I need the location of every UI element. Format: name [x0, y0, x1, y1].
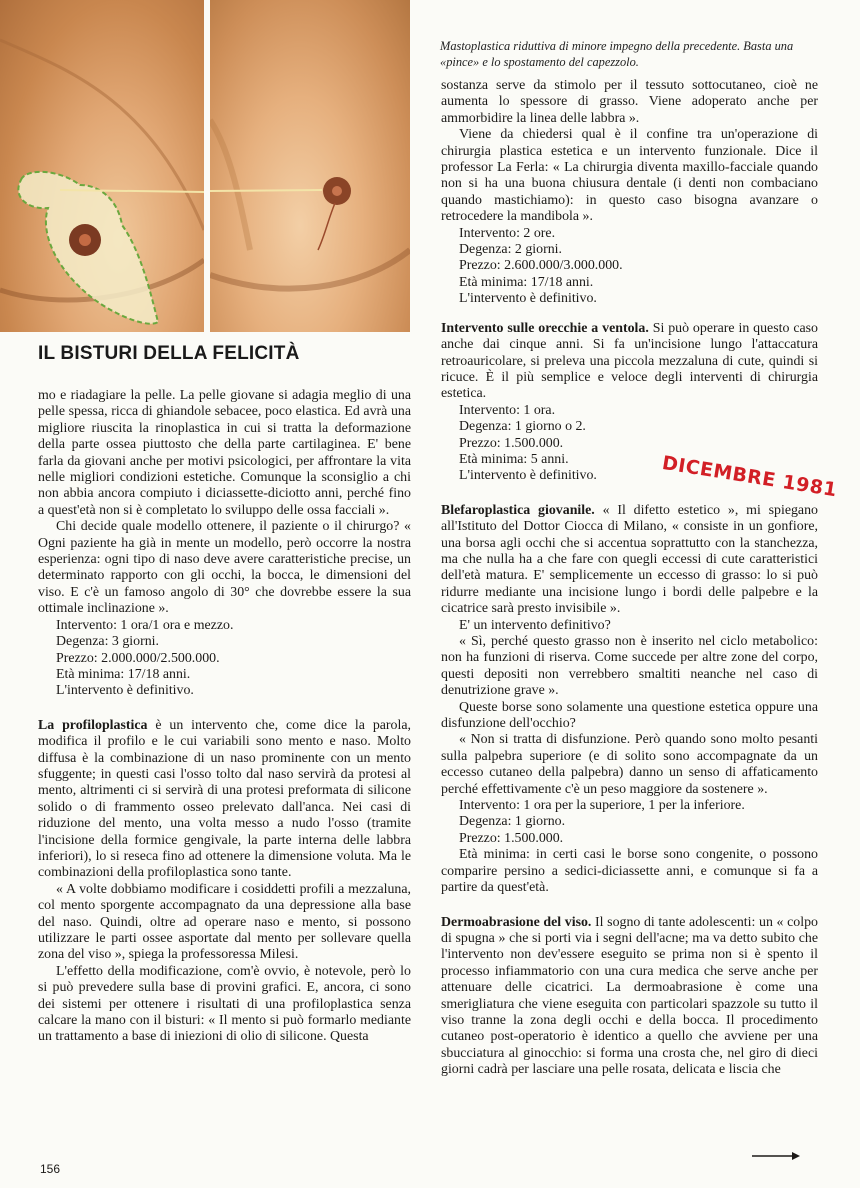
- stat-line: L'intervento è definitivo.: [459, 291, 597, 307]
- breast-diagram-before: [0, 0, 204, 332]
- paragraph: « A volte dobbiamo modificare i cosiddetti profili a mezzaluna, col mento sporgente accompagnato da una depressione alla base del naso. Quindi, oltre ad operare naso e mento, si possono utilizzare le parti ossee asportate dal mento per sollevare quella zona del viso », spiega la professoressa Milesi.: [38, 881, 411, 963]
- page-number: 156: [40, 1162, 61, 1176]
- paragraph: sostanza serve da stimolo per il tessuto sottocutaneo, cioè ne aumenta lo spessore di grasso. Viene adoperato anche per ammorbidire la linea delle labbra ».: [441, 78, 818, 126]
- stat-line: Prezzo: 2.600.000/3.000.000.: [459, 258, 623, 274]
- stat-line: L'intervento è definitivo.: [56, 683, 194, 699]
- before-surgery-photo: [0, 0, 204, 332]
- stat-line: Degenza: 1 giorno o 2.: [459, 419, 586, 435]
- paragraph: Viene da chiedersi qual è il confine tra un'operazione di chirurgia plastica estetica e un intervento funzionale. Dice il professor La Ferla: « La chirurgia diventa maxillo-facciale quando non si ha una buona chiusura dentale (i denti non combaciano quando mastichiamo): in questo caso bisogna avanzare o retrocedere la mandibola ».: [441, 127, 818, 225]
- section-heading: La profiloplastica: [38, 717, 148, 733]
- stats-block: [441, 798, 818, 847]
- paragraph: Chi decide quale modello ottenere, il paziente o il chirurgo? « Ogni paziente ha già in mente un modello, però occorre la nostra esperienza: ogni tipo di naso deve avere caratteristiche precise, un determinato rapporto con gli occhi, la bocca, le dimensioni del viso. E c'è un famoso angolo di 30° che dovrebbe essere la sua ottimale inclinazione ».: [38, 519, 411, 617]
- section-heading: Blefaroplastica giovanile.: [441, 502, 595, 518]
- paragraph: Età minima: in certi casi le borse sono congenite, o possono comparire persino a sedici-diciassette anni, e comunque si fa a partire da quest'età.: [441, 847, 818, 896]
- section-heading: Dermoabrasione del viso.: [441, 914, 592, 930]
- photo-caption: Mastoplastica riduttiva di minore impegno della precedente. Basta una «pince» e lo spostamento del capezzolo.: [440, 39, 794, 69]
- paragraph: L'effetto della modificazione, com'è ovvio, è notevole, però lo si può prevedere sulla base di provini grafici. E, ancora, ci sono dei sistemi per ottenere i risultati di una profiloplastica senza calcare la mano con il bisturi: « Il mento si può formarlo mediante un trattamento a base di iniezioni di olio di silicone. Questa: [38, 963, 411, 1045]
- stat-line: Intervento: 1 ora/1 ora e mezzo.: [56, 617, 234, 633]
- stat-line: Età minima: 5 anni.: [459, 451, 569, 467]
- stat-line: Intervento: 2 ore.: [459, 225, 556, 241]
- right-column: [441, 78, 818, 1079]
- breast-diagram-after: [210, 0, 410, 332]
- stat-line: Età minima: 17/18 anni.: [56, 666, 191, 682]
- stat-line: Prezzo: 1.500.000.: [459, 830, 564, 846]
- stat-line: Degenza: 3 giorni.: [56, 634, 159, 650]
- paragraph: Blefaroplastica giovanile. « Il difetto estetico », mi spiegano all'Istituto del Dottor Ciocca di Milano, « consiste in un gonfiore, una borsa agli occhi che si accentua soprattutto con la stanchezza, ma che nulla ha a che fare con quegli eccessi di cute caratteristici dell'età matura. E' semplicemente un eccesso di grasso: lo si può ridurre mediante una incisione lungo i bordi delle palpebre e la cicatrice sarà presto invisibile ».: [441, 502, 818, 617]
- stat-line: Degenza: 2 giorni.: [459, 242, 562, 258]
- paragraph: mo e riadagiare la pelle. La pelle giovane si adagia meglio di una pelle spessa, ricca di ghiandole sebacee, poco elastica. Ed avrà una migliore riuscita la rinoplastica in cui si tratta la deformazione della parte ossea piuttosto che della parte cartilaginea. E' bene farla da giovani anche per motivi psicologici, per affrontare la vita nelle migliori condizioni estetiche. Comunque la sconsiglio a chi non abbia ancora compiuto i diciassette-diciotto anni, perché fino a quest'età non si è completato lo sviluppo delle ossa facciali ».: [38, 388, 411, 518]
- stat-line: Età minima: 17/18 anni.: [459, 274, 594, 290]
- section-heading: Intervento sulle orecchie a ventola.: [441, 320, 649, 336]
- after-surgery-photo: [210, 0, 410, 332]
- left-column: [38, 388, 411, 1046]
- stat-line: Prezzo: 2.000.000/2.500.000.: [56, 650, 220, 666]
- paragraph: Intervento sulle orecchie a ventola. Si può operare in questo caso anche dai cinque anni. Si fa un'incisione lungo l'attaccatura retroauricolare, si preleva una piccola mezzaluna di cute, quindi si ricuce. È il più semplice e veloce degli interventi di chirurgia estetica.: [441, 320, 818, 402]
- stats-block: [38, 618, 411, 700]
- stat-line: Intervento: 1 ora.: [459, 402, 556, 418]
- stats-block: [441, 226, 818, 308]
- stat-line: Intervento: 1 ora per la superiore, 1 per la inferiore.: [459, 798, 745, 814]
- stat-line: L'intervento è definitivo.: [459, 468, 597, 484]
- paragraph: Queste borse sono solamente una questione estetica oppure una disfunzione dell'occhio?: [441, 699, 818, 732]
- date-stamp: DICEMBRE 1981: [660, 452, 839, 502]
- paragraph: « Sì, perché questo grasso non è inserito nel ciclo metabolico: non ha funzioni di riserva. Come succede per altre zone del corpo, questi depositi non verrebbero smaltiti neanche nel caso di denutrizione grave ».: [441, 634, 818, 699]
- paragraph: Dermoabrasione del viso. Il sogno di tante adolescenti: un « colpo di spugna » che si porti via i segni dell'acne; ma va detto subito che l'intervento non dev'essere eseguito se prima non si è spento il processo infiammatorio con una cura medica che serve anche per attenuare delle cicatrici. La dermoabrasione è come una smerigliatura che viene eseguita con particolari spazzole su tutto il viso tranne la zona degli occhi e della bocca. Il procedimento cutaneo post-operatorio è identico a quello che avviene per una sbucciatura al ginocchio: si forma una crosta che, nel giro di dieci giorni cadrà per lasciare una pelle rosata, delicata e liscia che: [441, 914, 818, 1078]
- paragraph: « Non si tratta di disfunzione. Però quando sono molto pesanti sulla palpebra superiore (e di solito sono accompagnate da un eccesso cutaneo della palpebra) danno un senso di affaticamento perché effettivamente c'è un peso maggiore da sostenere ».: [441, 732, 818, 797]
- continue-arrow-icon: [752, 1150, 802, 1162]
- article-title: IL BISTURI DELLA FELICITÀ: [38, 343, 300, 364]
- paragraph: E' un intervento definitivo?: [459, 617, 611, 633]
- stat-line: Prezzo: 1.500.000.: [459, 435, 564, 451]
- paragraph: La profiloplastica è un intervento che, come dice la parola, modifica il profilo e le cui variabili sono mento e naso. Molto diffusa è la combinazione di un naso prominente con un mento sfuggente; in questi casi l'osso tolto dal naso servirà da protesi al mento, altrimenti ci si servirà di una protesi preformata di silicone solido o di frammento osseo prelevato dall'anca. Nei casi di riduzione del mento, una volta messo a nudo l'osso (tramite l'incisione della formice gengivale, la parte interna delle labbra inferiori), lo si reseca fino ad ottenere la dimensione voluta. Ma le combinazioni della profiloplastica sono tante.: [38, 717, 412, 881]
- stat-line: Degenza: 1 giorno.: [459, 814, 566, 830]
